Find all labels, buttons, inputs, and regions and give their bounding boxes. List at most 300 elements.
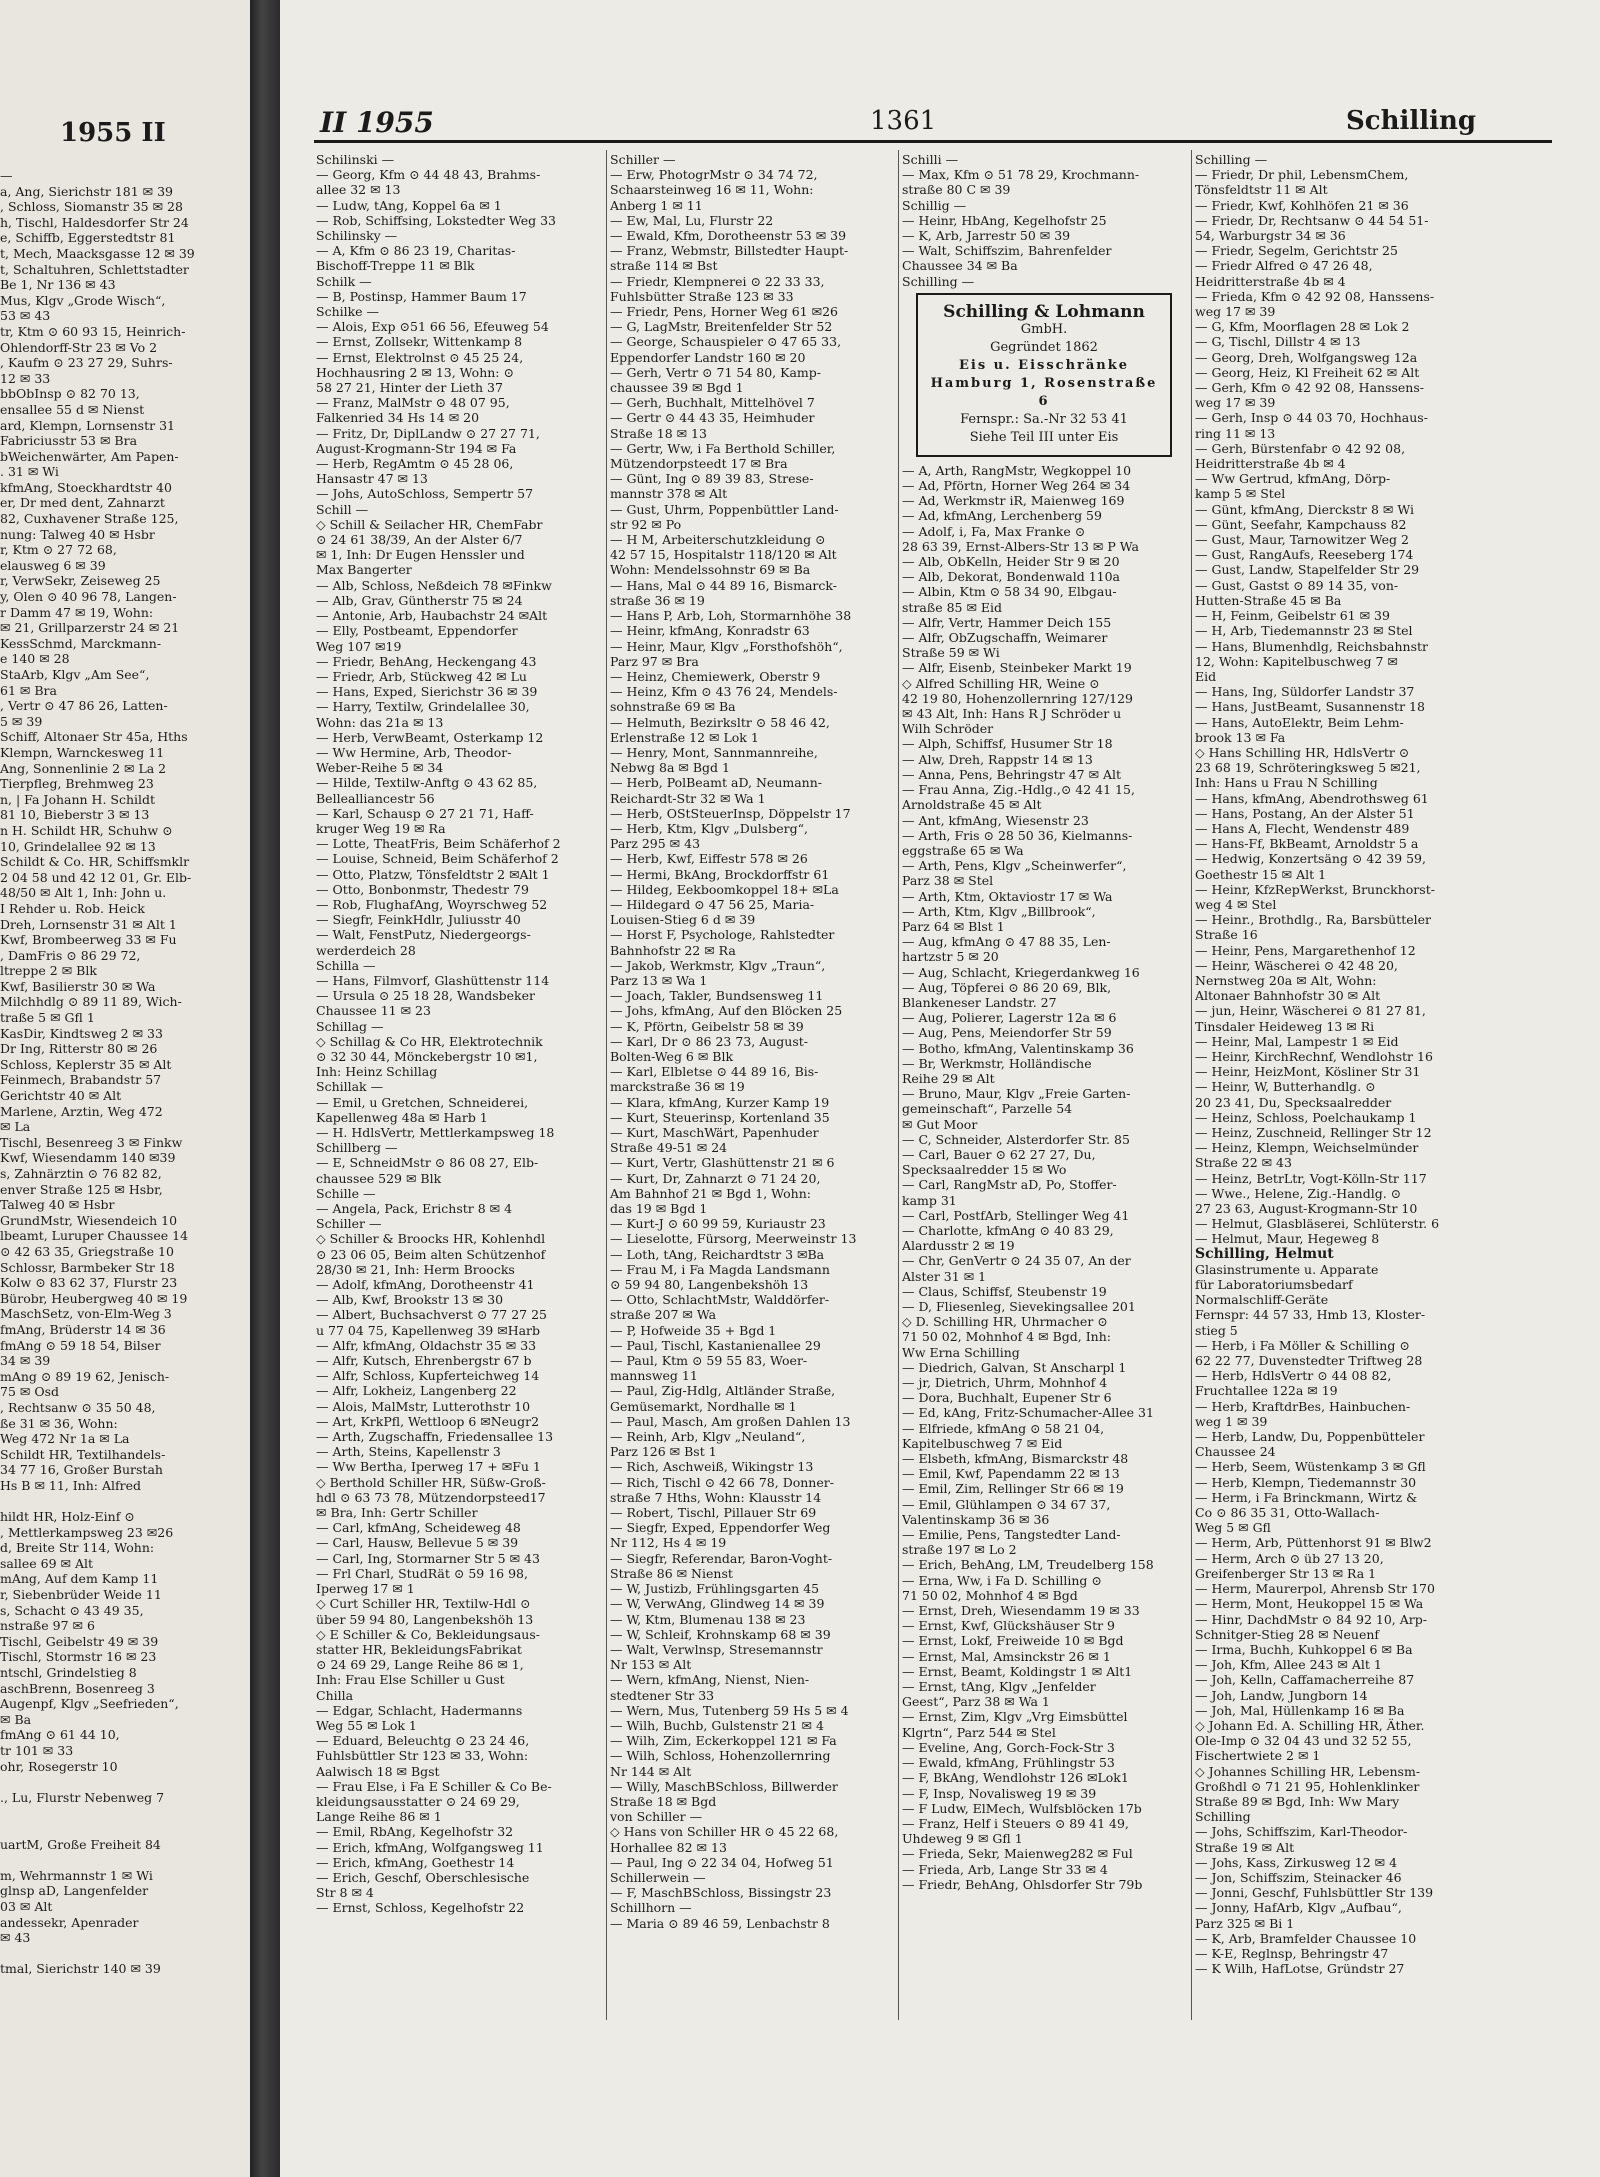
directory-entry: Hutten-Straße 45 ✉ Ba	[1195, 592, 1342, 608]
directory-entry: — Walt, FenstPutz, Niedergeorgs-	[316, 927, 531, 943]
directory-entry: — Antonie, Arb, Haubachstr 24 ✉Alt	[316, 608, 548, 624]
directory-entry: — Hilde, Textilw-Anftg ⊙ 43 62 85,	[316, 775, 538, 791]
directory-entry: — Rich, Tischl ⊙ 42 66 78, Donner-	[610, 1474, 834, 1490]
directory-entry: Schillag —	[316, 1018, 384, 1034]
left-page-line: Schiff, Altonaer Str 45a, Hths	[0, 729, 188, 745]
directory-entry: — jr, Dietrich, Uhrm, Mohnhof 4	[902, 1375, 1108, 1391]
directory-entry: — Frieda, Kfm ⊙ 42 92 08, Hanssens-	[1195, 288, 1435, 304]
left-page-line: 12 ✉ 33	[0, 370, 51, 386]
directory-entry: straße 207 ✉ Wa	[610, 1307, 717, 1323]
directory-entry: — Hans, Filmvorf, Glashüttenstr 114	[316, 972, 550, 988]
directory-entry: — Wilh, Schloss, Hohenzollernring	[610, 1748, 831, 1764]
directory-entry: gemeinschaft“, Parzelle 54	[902, 1101, 1073, 1117]
directory-entry: — Aug, kfmAng ⊙ 47 88 35, Len-	[902, 934, 1111, 950]
directory-entry: — Kurt, Vertr, Glashüttenstr 21 ✉ 6	[610, 1155, 835, 1171]
directory-entry: — Rob, Schiffsing, Lokstedter Weg 33	[316, 212, 556, 228]
directory-entry: — Friedr, Dr, Rechtsanw ⊙ 44 54 51-	[1195, 212, 1429, 228]
directory-entry: — Heinr, HeizMont, Kösliner Str 31	[1195, 1064, 1421, 1080]
directory-entry: — Friedr, Segelm, Gerichtstr 25	[1195, 243, 1398, 259]
directory-entry: weg 17 ✉ 39	[1195, 304, 1276, 320]
ad-gmbh: GmbH.	[1020, 321, 1068, 337]
directory-entry: Kapellenweg 48a ✉ Harb 1	[316, 1109, 488, 1125]
left-page-line: nung: Talweg 40 ✉ Hsbr	[0, 526, 155, 542]
directory-entry: — Helmuth, Bezirksltr ⊙ 58 46 42,	[610, 714, 830, 730]
left-page-column	[0, 168, 245, 1977]
directory-entry: — Paul, Ing ⊙ 22 34 04, Hofweg 51	[610, 1854, 834, 1870]
directory-entry: Goethestr 15 ✉ Alt 1	[1195, 866, 1327, 882]
left-page-line: , Kaufm ⊙ 23 27 29, Suhrs-	[0, 355, 173, 371]
left-page-line: t, Mech, Maacksgasse 12 ✉ 39	[0, 245, 195, 261]
directory-entry: — Joh, Kfm, Allee 243 ✉ Alt 1	[1195, 1657, 1382, 1673]
advertisement-box	[916, 293, 1172, 457]
directory-entry: — Ernst, Zim, Klgv „Vrg Eimsbüttel	[902, 1709, 1128, 1725]
directory-entry: Parz 295 ✉ 43	[610, 836, 701, 852]
left-page-line: Fabriciusstr 53 ✉ Bra	[0, 433, 138, 449]
directory-entry: Nr 144 ✉ Alt	[610, 1763, 692, 1779]
directory-entry: Specksaalredder 15 ✉ Wo	[902, 1162, 1067, 1178]
left-page-line: andessekr, Apenrader	[0, 1914, 139, 1930]
directory-entry: Valentinskamp 36 ✉ 36	[902, 1511, 1050, 1527]
ad-phone: Fernspr.: Sa.-Nr 32 53 41	[960, 411, 1128, 427]
directory-entry: Schill —	[316, 501, 369, 517]
directory-entry: — Alfr, Lokheiz, Langenberg 22	[316, 1383, 517, 1399]
directory-entry: — Frau Else, i Fa E Schiller & Co Be-	[316, 1778, 552, 1794]
directory-entry: — Lotte, TheatFris, Beim Schäferhof 2	[316, 836, 561, 852]
directory-entry: — Willy, MaschBSchloss, Billwerder	[610, 1778, 838, 1794]
directory-entry: 12, Wohn: Kapitelbuschweg 7 ✉	[1195, 653, 1398, 669]
left-page-line: Hs B ✉ 11, Inh: Alfred	[0, 1477, 141, 1493]
left-page-line	[0, 1493, 245, 1509]
directory-entry: ◇ Hans von Schiller HR ⊙ 45 22 68,	[610, 1824, 839, 1840]
directory-entry: — Erich, Geschf, Oberschlesische	[316, 1869, 530, 1885]
directory-entry: — F Ludw, ElMech, Wulfsblöcken 17b	[902, 1800, 1142, 1816]
directory-entry: — Karl, Dr ⊙ 86 23 73, August-	[610, 1033, 809, 1049]
directory-entry: ⊙ 59 94 80, Langenbekshöh 13	[610, 1277, 809, 1293]
directory-entry: Max Bangerter	[316, 562, 412, 578]
directory-entry: — Ernst, Mal, Amsinckstr 26 ✉ 1	[902, 1648, 1111, 1664]
directory-entry: — Herm, Arb, Püttenhorst 91 ✉ Blw2	[1195, 1535, 1432, 1551]
directory-entry: — H, Feinm, Geibelstr 61 ✉ 39	[1195, 608, 1390, 624]
left-page-line: 03 ✉ Alt	[0, 1898, 53, 1914]
directory-entry: Straße 16	[1195, 927, 1258, 943]
directory-entry: — Gust, RangAufs, Reeseberg 174	[1195, 547, 1414, 563]
directory-entry: Fernspr: 44 57 33, Hmb 13, Kloster-	[1195, 1307, 1426, 1323]
directory-entry: — Carl, kfmAng, Scheideweg 48	[316, 1520, 521, 1536]
book-gutter	[250, 0, 280, 2177]
directory-entry: Schilling, Helmut	[1195, 1246, 1334, 1262]
left-page-line: ✉ La	[0, 1119, 31, 1135]
directory-entry: — Reinh, Arb, Klgv „Neuland“,	[610, 1429, 806, 1445]
directory-entry: — W, VerwAng, Glindweg 14 ✉ 39	[610, 1596, 825, 1612]
directory-entry: — Herb, OStSteuerInsp, Döppelstr 17	[610, 805, 851, 821]
directory-entry: — Joh, Landw, Jungborn 14	[1195, 1687, 1368, 1703]
directory-entry: Alster 31 ✉ 1	[902, 1268, 987, 1284]
left-page-line: aschBrenn, Bosenreeg 3	[0, 1680, 155, 1696]
directory-entry: 23 68 19, Schröteringksweg 5 ✉21,	[1195, 760, 1421, 776]
directory-entry: Schillerwein —	[610, 1869, 706, 1885]
directory-entry: — H M, Arbeiterschutzkleidung ⊙	[610, 532, 826, 548]
directory-entry: — Herb, Seem, Wüstenkamp 3 ✉ Gfl	[1195, 1459, 1426, 1475]
directory-entry: 27 23 63, August-Krogmann-Str 10	[1195, 1201, 1418, 1217]
directory-entry: — Heinz, Kfm ⊙ 43 76 24, Mendels-	[610, 684, 838, 700]
directory-entry: Parz 64 ✉ Blst 1	[902, 918, 1005, 934]
left-page-line: Bürobr, Heubergweg 40 ✉ 19	[0, 1290, 188, 1306]
directory-entry: — Alfr, kfmAng, Oldachstr 35 ✉ 33	[316, 1337, 537, 1353]
directory-entry: — Johs, Schiffszim, Karl-Theodor-	[1195, 1824, 1408, 1840]
directory-entry: — Johs, Kass, Zirkusweg 12 ✉ 4	[1195, 1854, 1398, 1870]
directory-entry: — Wern, kfmAng, Nienst, Nien-	[610, 1672, 810, 1688]
directory-entry: — Aug, Töpferei ⊙ 86 20 69, Blk,	[902, 979, 1112, 995]
left-page-line: ✉ Ba	[0, 1711, 32, 1727]
directory-entry: kruger Weg 19 ✉ Ra	[316, 820, 446, 836]
directory-entry: — Ad, Pförtn, Horner Weg 264 ✉ 34	[902, 478, 1131, 494]
left-page-line: Marlene, Arztin, Weg 472	[0, 1103, 163, 1119]
directory-entry: — Irma, Buchh, Kuhkoppel 6 ✉ Ba	[1195, 1641, 1413, 1657]
directory-entry: — Herb, VerwBeamt, Osterkamp 12	[316, 729, 544, 745]
directory-entry: 42 19 80, Hohenzollernring 127/129	[902, 690, 1133, 706]
directory-entry: ✉ Bra, Inh: Gertr Schiller	[316, 1505, 478, 1521]
directory-entry: — K, Pförtn, Geibelstr 58 ✉ 39	[610, 1018, 804, 1034]
left-page-line: hildt HR, Holz-Einf ⊙	[0, 1509, 135, 1525]
directory-entry: Inh: Heinz Schillag	[316, 1064, 438, 1080]
directory-entry: — Emil, Zim, Rellinger Str 66 ✉ 19	[902, 1481, 1124, 1497]
directory-entry: — Herb, Klempn, Tiedemannstr 30	[1195, 1474, 1417, 1490]
directory-entry: Parz 325 ✉ Bi 1	[1195, 1915, 1295, 1931]
directory-column-2	[610, 152, 900, 2012]
directory-entry: Bischoff-Treppe 11 ✉ Blk	[316, 258, 475, 274]
directory-entry: — Herb, PolBeamt aD, Neumann-	[610, 775, 822, 791]
directory-entry: Parz 38 ✉ Stel	[902, 873, 994, 889]
directory-entry: — Emil, RbAng, Kegelhofstr 32	[316, 1824, 514, 1840]
left-page-line	[0, 1946, 245, 1962]
directory-entry: Nernstweg 20a ✉ Alt, Wohn:	[1195, 972, 1377, 988]
directory-entry: — Ed, kAng, Fritz-Schumacher-Allee 31	[902, 1405, 1154, 1421]
directory-entry: allee 32 ✉ 13	[316, 182, 401, 198]
directory-entry: — Alb, Kwf, Brookstr 13 ✉ 30	[316, 1292, 504, 1308]
directory-entry: Bolten-Weg 6 ✉ Blk	[610, 1048, 734, 1064]
directory-entry: — Alw, Dreh, Rappstr 14 ✉ 13	[902, 751, 1093, 767]
directory-entry: — Heinz, Klempn, Weichselmünder	[1195, 1140, 1419, 1156]
left-page-line: Kwf, Wiesendamm 140 ✉39	[0, 1150, 176, 1166]
directory-entry: — Paul, Masch, Am großen Dahlen 13	[610, 1413, 851, 1429]
directory-entry: — Carl, Hausw, Bellevue 5 ✉ 39	[316, 1535, 519, 1551]
directory-entry: — Heinr, KfzRepWerkst, Brunckhorst-	[1195, 881, 1435, 897]
left-page-line: Schloss, Keplerstr 35 ✉ Alt	[0, 1056, 172, 1072]
directory-entry: Mützendorpsteedt 17 ✉ Bra	[610, 456, 788, 472]
directory-entry: — Aug, Polierer, Lagerstr 12a ✉ 6	[902, 1010, 1117, 1026]
directory-entry: — Maria ⊙ 89 46 59, Lenbachstr 8	[610, 1915, 830, 1931]
directory-entry: Schillhorn —	[610, 1900, 692, 1916]
directory-entry: Schilk —	[316, 273, 372, 289]
directory-entry: ◇ Johann Ed. A. Schilling HR, Äther.	[1195, 1717, 1425, 1733]
left-page-line: r, Ktm ⊙ 27 72 68,	[0, 542, 117, 558]
left-page-line: Weg 472 Nr 1a ✉ La	[0, 1431, 130, 1447]
ad-see: Siehe Teil III unter Eis	[969, 429, 1119, 445]
directory-entry: Gemüsemarkt, Nordhalle ✉ 1	[610, 1398, 797, 1414]
directory-entry: Chaussee 34 ✉ Ba	[902, 258, 1018, 274]
directory-entry: — A, Arth, RangMstr, Wegkoppel 10	[902, 462, 1132, 478]
left-page-line: Schildt HR, Textilhandels-	[0, 1446, 166, 1462]
directory-entry: — K-E, Reglnsp, Behringstr 47	[1195, 1945, 1389, 1961]
directory-entry: ring 11 ✉ 13	[1195, 425, 1276, 441]
directory-entry: — Gerh, Bürstenfabr ⊙ 42 92 08,	[1195, 440, 1406, 456]
left-page-line: 75 ✉ Osd	[0, 1384, 59, 1400]
left-page-line: r, Siebenbrüder Weide 11	[0, 1587, 162, 1603]
left-page-line: KessSchmd, Marckmann-	[0, 635, 162, 651]
left-page-line: ✉ 21, Grillparzerstr 24 ✉ 21	[0, 620, 180, 636]
directory-entry: — Friedr, Pens, Horner Weg 61 ✉26	[610, 304, 838, 320]
directory-entry: ◇ D. Schilling HR, Uhrmacher ⊙	[902, 1314, 1108, 1330]
directory-entry: — Ww Hermine, Arb, Theodor-	[316, 744, 512, 760]
directory-entry: — Louise, Schneid, Beim Schäferhof 2	[316, 851, 559, 867]
directory-entry: — Friedr, Kwf, Kohlhöfen 21 ✉ 36	[1195, 197, 1409, 213]
left-page-line: StaArb, Klgv „Am See“,	[0, 667, 150, 682]
directory-entry: Straße 18 ✉ 13	[610, 425, 707, 441]
directory-entry: — Hans-Ff, BkBeamt, Arnoldstr 5 a	[1195, 836, 1419, 852]
directory-entry: — Karl, Elbletse ⊙ 44 89 16, Bis-	[610, 1064, 819, 1080]
left-page-line: ohr, Rosegerstr 10	[0, 1758, 118, 1774]
left-page-line: 48/50 ✉ Alt 1, Inh: John u.	[0, 885, 167, 901]
directory-entry: — Siegfr, Exped, Eppendorfer Weg	[610, 1520, 831, 1536]
directory-entry: — Loth, tAng, Reichardtstr 3 ✉Ba	[610, 1246, 825, 1262]
directory-entry: Schillig —	[902, 197, 967, 213]
directory-entry: — Siegfr, FeinkHdlr, Juliusstr 40	[316, 912, 521, 928]
directory-entry: — Ww Gertrud, kfmAng, Dörp-	[1195, 471, 1391, 487]
directory-entry: — Harry, Textilw, Grindelallee 30,	[316, 699, 530, 715]
directory-entry: 71 50 02, Mohnhof 4 ✉ Bgd	[902, 1587, 1078, 1603]
left-page-line: bWeichenwärter, Am Papen-	[0, 448, 179, 464]
directory-entry: — Klara, kfmAng, Kurzer Kamp 19	[610, 1094, 830, 1110]
directory-entry: — Carl, PostfArb, Stellinger Weg 41	[902, 1207, 1130, 1223]
directory-column-3	[902, 152, 1192, 2012]
left-page-line: fmAng ⊙ 61 44 10,	[0, 1727, 120, 1743]
directory-entry: — Bruno, Maur, Klgv „Freie Garten-	[902, 1086, 1131, 1102]
directory-entry: Am Bahnhof 21 ✉ Bgd 1, Wohn:	[610, 1185, 811, 1201]
directory-entry: Tinsdaler Heideweg 13 ✉ Ri	[1195, 1018, 1375, 1034]
directory-entry: — Arth, Ktm, Oktaviostr 17 ✉ Wa	[902, 888, 1113, 904]
directory-entry: — Kurt-J ⊙ 60 99 59, Kuriaustr 23	[610, 1216, 826, 1232]
directory-entry: mannstr 378 ✉ Alt	[610, 486, 728, 502]
directory-entry: — Alb, Dekorat, Bondenwald 110a	[902, 569, 1121, 585]
directory-entry: — Ursula ⊙ 25 18 28, Wandsbeker	[316, 988, 535, 1004]
directory-entry: — Kurt, Dr, Zahnarzt ⊙ 71 24 20,	[610, 1170, 821, 1186]
directory-entry: — Gust, Uhrm, Poppenbüttler Land-	[610, 501, 839, 517]
directory-entry: Straße 22 ✉ 43	[1195, 1155, 1292, 1171]
left-page-line: Kwf, Basilierstr 30 ✉ Wa	[0, 978, 156, 994]
directory-entry: ◇ Berthold Schiller HR, Süßw-Groß-	[316, 1474, 546, 1490]
directory-entry: — Angela, Pack, Erichstr 8 ✉ 4	[316, 1201, 513, 1217]
directory-entry: — Henry, Mont, Sannmannreihe,	[610, 744, 818, 760]
directory-entry: Weber-Reihe 5 ✉ 34	[316, 760, 444, 776]
left-page-line: —	[0, 168, 13, 183]
directory-entry: Schilli —	[902, 152, 959, 167]
left-page-line: n H. Schildt HR, Schuhw ⊙	[0, 822, 173, 838]
directory-entry: Iperweg 17 ✉ 1	[316, 1581, 415, 1597]
directory-entry: — F, Insp, Novalisweg 19 ✉ 39	[902, 1785, 1097, 1801]
directory-entry: — Friedr, BehAng, Heckengang 43	[316, 653, 537, 669]
left-page-line: 81 10, Bieberstr 3 ✉ 13	[0, 807, 150, 823]
directory-entry: — Franz, Webmstr, Billstedter Haupt-	[610, 243, 849, 259]
left-page-line: Tierpfleg, Brehmweg 23	[0, 776, 154, 792]
directory-entry: — Heinr, Wäscherei ⊙ 42 48 20,	[1195, 957, 1398, 973]
directory-entry: Eid	[1195, 668, 1217, 684]
directory-entry: Chaussee 24	[1195, 1444, 1276, 1460]
left-page-line: h, Tischl, Haldesdorfer Str 24	[0, 214, 189, 230]
directory-entry: — Herb, i Fa Möller & Schilling ⊙	[1195, 1337, 1410, 1353]
directory-entry: — Ernst, Schloss, Kegelhofstr 22	[316, 1900, 525, 1916]
left-page-line: . 31 ✉ Wi	[0, 464, 59, 480]
directory-entry: Fuhlsbütter Straße 123 ✉ 33	[610, 288, 794, 304]
directory-entry: — Hans, Blumenhdlg, Reichsbahnstr	[1195, 638, 1429, 654]
directory-entry: — Alph, Schiffsf, Husumer Str 18	[902, 736, 1113, 752]
left-page-line: ard, Klempn, Lornsenstr 31	[0, 417, 175, 433]
directory-entry: — Adolf, i, Fa, Max Franke ⊙	[902, 523, 1086, 539]
directory-entry: — Heinz, Zuschneid, Rellinger Str 12	[1195, 1125, 1432, 1140]
directory-entry: — Elsbeth, kfmAng, Bismarckstr 48	[902, 1451, 1129, 1467]
left-page-line: sallee 69 ✉ Alt	[0, 1555, 94, 1571]
directory-entry: — Ewald, kfmAng, Frühlingstr 53	[902, 1755, 1115, 1771]
directory-entry: — Carl, Ing, Stormarner Str 5 ✉ 43	[316, 1550, 540, 1566]
directory-entry: u 77 04 75, Kapellenweg 39 ✉Harb	[316, 1322, 541, 1338]
left-page-line: t, Schaltuhren, Schlettstadter	[0, 261, 189, 277]
directory-entry: Wohn: Mendelssohnstr 69 ✉ Ba	[610, 562, 811, 578]
directory-entry: — Arth, Steins, Kapellenstr 3	[316, 1444, 501, 1460]
directory-entry: — Johs, AutoSchloss, Sempertr 57	[316, 486, 534, 502]
directory-entry: Glasinstrumente u. Apparate	[1195, 1261, 1379, 1277]
directory-entry: Schillberg —	[316, 1140, 398, 1156]
directory-entry: — Heinr, W, Butterhandlg. ⊙	[1195, 1079, 1376, 1095]
directory-entry: — K Wilh, HafLotse, Gründstr 27	[1195, 1961, 1405, 1977]
directory-entry: Fruchtallee 122a ✉ 19	[1195, 1383, 1338, 1399]
directory-entry: 62 22 77, Duvenstedter Triftweg 28	[1195, 1353, 1423, 1369]
left-page-line: y, Olen ⊙ 40 96 78, Langen-	[0, 589, 177, 605]
directory-entry: Parz 126 ✉ Bst 1	[610, 1444, 717, 1460]
directory-entry: — Alb, ObKelln, Heider Str 9 ✉ 20	[902, 554, 1120, 570]
left-page-line: tr 101 ✉ 33	[0, 1742, 74, 1758]
left-page-line: m, Wehrmannstr 1 ✉ Wi	[0, 1867, 153, 1883]
directory-entry: — D, Fliesenleg, Sievekingsallee 201	[902, 1299, 1136, 1314]
directory-entry: ⊙ 23 06 05, Beim alten Schützenhof	[316, 1246, 546, 1262]
directory-entry: — Friedr Alfred ⊙ 47 26 48,	[1195, 258, 1373, 274]
directory-entry: 58 27 21, Hinter der Lieth 37	[316, 380, 503, 396]
directory-entry: Co ⊙ 86 35 31, Otto-Wallach-	[1195, 1505, 1380, 1521]
directory-entry: straße 197 ✉ Lo 2	[902, 1542, 1017, 1558]
directory-entry: — Wilh, Buchb, Gulstenstr 21 ✉ 4	[610, 1717, 824, 1733]
directory-entry: Nr 153 ✉ Alt	[610, 1657, 692, 1673]
directory-entry: — Helmut, Maur, Hegeweg 8	[1195, 1231, 1380, 1247]
page-number: 1361	[870, 106, 937, 136]
directory-entry: 71 50 02, Mohnhof 4 ✉ Bgd, Inh:	[902, 1329, 1111, 1345]
left-page-line: Gerichtstr 40 ✉ Alt	[0, 1088, 122, 1104]
directory-entry: brook 13 ✉ Fa	[1195, 729, 1286, 745]
left-page-line: fmAng ⊙ 59 18 54, Bilser	[0, 1337, 161, 1353]
directory-entry: weg 1 ✉ 39	[1195, 1413, 1268, 1429]
directory-entry: — Günt, kfmAng, Dierckstr 8 ✉ Wi	[1195, 501, 1414, 517]
directory-entry: ✉ 43 Alt, Inh: Hans R J Schröder u	[902, 706, 1122, 722]
directory-entry: Nr 112, Hs 4 ✉ 19	[610, 1535, 727, 1551]
directory-entry: — Alfr, Schloss, Kupferteichweg 14	[316, 1368, 540, 1384]
directory-entry: ✉ Gut Moor	[902, 1116, 978, 1132]
directory-entry: Fuhlsbüttler Str 123 ✉ 33, Wohn:	[316, 1748, 529, 1764]
ad-business: Eis u. Eisschränke	[958, 357, 1130, 373]
directory-entry: Schilling —	[1195, 152, 1268, 167]
directory-entry: chaussee 529 ✉ Blk	[316, 1170, 442, 1186]
directory-page	[280, 0, 1600, 2177]
left-page-line: tmal, Sierichstr 140 ✉ 39	[0, 1961, 161, 1977]
directory-entry: — Franz, MalMstr ⊙ 48 07 95,	[316, 395, 510, 411]
directory-entry: Weg 55 ✉ Lok 1	[316, 1717, 417, 1733]
directory-entry: — Günt, Ing ⊙ 89 39 83, Strese-	[610, 471, 814, 487]
left-page-line: a, Ang, Sierichstr 181 ✉ 39	[0, 183, 173, 199]
directory-entry: — Heinr., Brothdlg., Ra, Barsbütteler	[1195, 912, 1432, 928]
left-page-line: Dreh, Lornsenstr 31 ✉ Alt 1	[0, 916, 177, 932]
directory-entry: — Otto, Bonbonmstr, Thedestr 79	[316, 881, 529, 897]
directory-entry: ◇ E Schiller & Co, Bekleidungsaus-	[316, 1626, 540, 1642]
directory-entry: — Arth, Zugschaffn, Friedensallee 13	[316, 1429, 554, 1445]
directory-entry: — F, MaschBSchloss, Bissingstr 23	[610, 1885, 832, 1901]
left-page-line: nstraße 97 ✉ 6	[0, 1618, 95, 1634]
directory-entry: — Gerh, Kfm ⊙ 42 92 08, Hanssens-	[1195, 380, 1424, 396]
directory-entry: — Ant, kfmAng, Wiesenstr 23	[902, 812, 1089, 828]
directory-entry: Schiller —	[316, 1216, 382, 1232]
directory-entry: — Frau Anna, Zig.-Hdlg.,⊙ 42 41 15,	[902, 782, 1135, 798]
directory-entry: Arnoldstraße 45 ✉ Alt	[902, 797, 1042, 813]
directory-entry: — Ernst, Zollsekr, Wittenkamp 8	[316, 334, 523, 350]
directory-entry: — Herb, Landw, Du, Poppenbütteler	[1195, 1429, 1425, 1445]
directory-entry: — Eveline, Ang, Gorch-Fock-Str 3	[902, 1739, 1115, 1755]
directory-entry: — Erich, kfmAng, Wolfgangsweg 11	[316, 1839, 544, 1855]
left-page-line: ., Lu, Flurstr Nebenweg 7	[0, 1789, 165, 1805]
directory-entry: 28/30 ✉ 21, Inh: Herm Broocks	[316, 1261, 515, 1277]
directory-entry: — Botho, kfmAng, Valentinskamp 36	[902, 1040, 1134, 1056]
directory-entry: Bellealliancestr 56	[316, 790, 435, 806]
directory-entry: — Heinr, kfmAng, Konradstr 63	[610, 623, 810, 639]
column-divider	[606, 150, 607, 2020]
directory-entry: — Hans, AutoElektr, Beim Lehm-	[1195, 714, 1404, 730]
directory-entry: — Carl, RangMstr aD, Po, Stoffer-	[902, 1177, 1117, 1193]
directory-entry: straße 36 ✉ 19	[610, 592, 705, 608]
directory-entry: — Lieselotte, Fürsorg, Meerweinstr 13	[610, 1231, 857, 1247]
left-page-line: Tischl, Besenreeg 3 ✉ Finkw	[0, 1134, 183, 1150]
directory-entry: — Heinr, Pens, Margarethenhof 12	[1195, 942, 1416, 958]
directory-entry: — Frau M, i Fa Magda Landsmann	[610, 1261, 830, 1277]
directory-entry: — Alb, Grav, Güntherstr 75 ✉ 24	[316, 592, 523, 608]
directory-entry: — Joh, Kelln, Caffamacherreihe 87	[1195, 1672, 1415, 1688]
directory-entry: — Helmut, Glasbläserei, Schlüterstr. 6	[1195, 1216, 1440, 1232]
directory-entry: für Laboratoriumsbedarf	[1195, 1277, 1353, 1293]
directory-entry: — Ernst, Lokf, Freiweide 10 ✉ Bgd	[902, 1633, 1124, 1649]
left-page-line: ensallee 55 d ✉ Nienst	[0, 401, 145, 417]
directory-entry: — Alfr, Eisenb, Steinbeker Markt 19	[902, 660, 1132, 676]
directory-entry: Schaarsteinweg 16 ✉ 11, Wohn:	[610, 182, 814, 198]
left-page-line: , Vertr ⊙ 47 86 26, Latten-	[0, 698, 168, 714]
left-page-line: lbeamt, Luruper Chaussee 14	[0, 1228, 189, 1244]
directory-entry: straße 114 ✉ Bst	[610, 258, 718, 274]
directory-entry: — Georg, Kfm ⊙ 44 48 43, Brahms-	[316, 167, 541, 183]
directory-entry: werderdeich 28	[316, 942, 416, 958]
left-page-line: Schildt & Co. HR, Schiffsmklr	[0, 854, 190, 870]
directory-entry: — Ernst, Beamt, Koldingstr 1 ✉ Alt1	[902, 1663, 1133, 1679]
directory-entry: ◇ Schiller & Broocks HR, Kohlenhdl	[316, 1231, 546, 1247]
directory-entry: Hansastr 47 ✉ 13	[316, 471, 428, 487]
directory-entry: Chilla	[316, 1687, 354, 1703]
directory-entry: Normalschliff-Geräte	[1195, 1292, 1329, 1308]
directory-entry: — Frieda, Sekr, Maienweg282 ✉ Ful	[902, 1846, 1133, 1862]
directory-entry: Straße 49-51 ✉ 24	[610, 1140, 728, 1156]
left-page-line: er, Dr med dent, Zahnarzt	[0, 495, 165, 511]
directory-entry: Bahnhofstr 22 ✉ Ra	[610, 942, 736, 958]
directory-entry: Parz 13 ✉ Wa 1	[610, 972, 708, 988]
